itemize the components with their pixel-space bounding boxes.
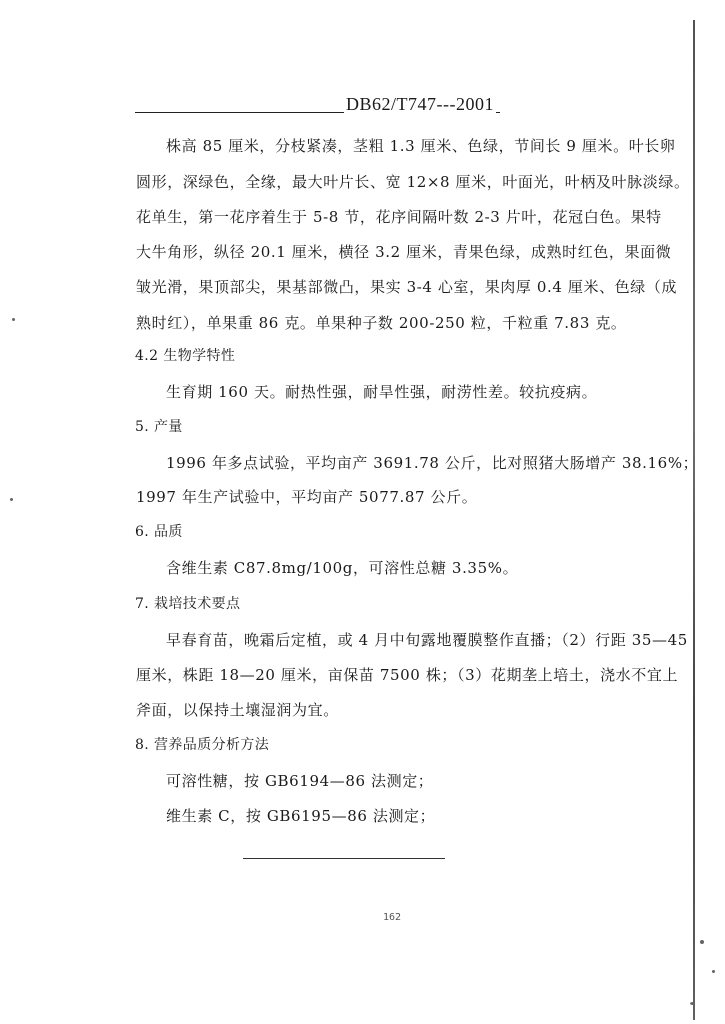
scan-speck	[12, 318, 15, 321]
paragraph-line: 皱光滑，果顶部尖，果基部微凸，果实 3-4 心室，果肉厚 0.4 厘米、色绿（成	[136, 278, 678, 296]
scan-speck	[700, 940, 704, 944]
section-heading: 8. 营养品质分析方法	[135, 737, 270, 753]
footer-rule	[243, 858, 445, 859]
paragraph-line: 斧面，以保持土壤湿润为宜。	[136, 701, 339, 719]
paragraph-line: 熟时红），单果重 86 克。单果种子数 200-250 粒，千粒重 7.83 克。	[136, 314, 627, 332]
standard-code: DB62/T747---2001	[346, 94, 494, 114]
paragraph-line: 花单生，第一花序着生于 5-8 节，花序间隔叶数 2-3 片叶，花冠白色。果特	[136, 208, 662, 226]
paragraph-line: 大牛角形，纵径 20.1 厘米，横径 3.2 厘米，青果色绿，成熟时红色，果面微	[136, 243, 672, 261]
paragraph-line: 维生素 C，按 GB6195—86 法测定；	[166, 807, 436, 825]
page-number: 162	[383, 912, 402, 923]
section-heading: 4.2 生物学特性	[135, 348, 236, 364]
paragraph-line: 株高 85 厘米，分枝紧凑，茎粗 1.3 厘米、色绿，节间长 9 厘米。叶长卵	[166, 137, 676, 155]
paragraph-line: 圆形，深绿色，全缘，最大叶片长、宽 12×8 厘米，叶面光，叶柄及叶脉淡绿。	[136, 173, 690, 191]
scan-speck	[10, 498, 13, 501]
paragraph-line: 厘米，株距 18—20 厘米，亩保苗 7500 株；（3）花期垄上培土，浇水不宜上	[136, 666, 679, 684]
section-heading: 5. 产量	[135, 419, 183, 435]
paragraph-line: 可溶性糖，按 GB6194—86 法测定；	[166, 772, 434, 790]
page-header	[135, 96, 500, 118]
paragraph-line: 1997 年生产试验中，平均亩产 5077.87 公斤。	[136, 488, 478, 506]
paragraph-line: 早春育苗，晚霜后定植，或 4 月中旬露地覆膜整作直播；（2）行距 35—45	[166, 631, 688, 649]
section-heading: 7. 栽培技术要点	[135, 596, 241, 612]
paragraph-line: 1996 年多点试验，平均亩产 3691.78 公斤，比对照猪大肠增产 38.16%；	[166, 454, 699, 472]
scan-edge-line	[693, 20, 695, 1020]
section-heading: 6. 品质	[135, 524, 183, 540]
scan-speck	[712, 970, 715, 973]
scan-speck	[690, 1002, 695, 1005]
paragraph-line: 含维生素 C87.8mg/100g，可溶性总糖 3.35%。	[166, 559, 519, 577]
paragraph-line: 生育期 160 天。耐热性强，耐旱性强，耐涝性差。较抗疫病。	[166, 383, 598, 401]
